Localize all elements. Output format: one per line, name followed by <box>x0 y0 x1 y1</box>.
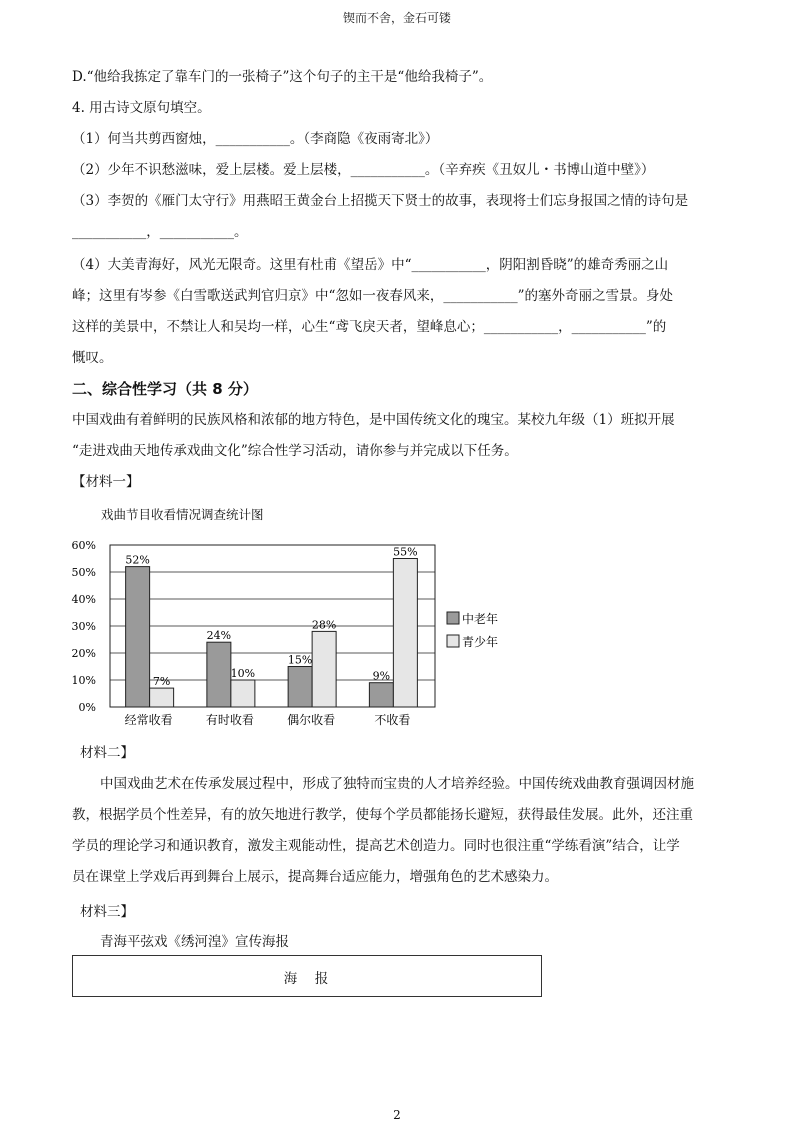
question-4-item-3: （3）李贺的《雁门太守行》用燕昭王黄金台上招揽天下贤士的故事，表现将士们忘身报国之情的诗句是 <box>72 193 689 209</box>
data-label: 55% <box>393 545 418 559</box>
legend-label: 青少年 <box>462 635 499 649</box>
question-4-title: 4. 用古诗文原句填空。 <box>72 100 211 116</box>
bar <box>393 559 417 708</box>
intro-line-2: “走进戏曲天地传承戏曲文化”综合性学习活动，请你参与并完成以下任务。 <box>72 443 518 459</box>
category-label: 有时收看 <box>205 713 254 727</box>
material-2-label: 材料二】 <box>80 745 134 761</box>
poster-label: 海 报 <box>283 971 331 987</box>
data-label: 52% <box>125 553 150 567</box>
category-label: 偶尔收看 <box>287 713 336 727</box>
legend-label: 中老年 <box>462 612 499 626</box>
category-label: 不收看 <box>374 713 411 727</box>
data-label: 9% <box>372 669 391 683</box>
y-tick-label: 20% <box>71 647 96 660</box>
question-4-item-4-line-3: 这样的美景中，不禁让人和吴均一样，心生“鸢飞戾天者，望峰息心；___________，___________”的 <box>72 319 667 335</box>
data-label: 10% <box>230 667 256 680</box>
section-title: 二、综合性学习（共 8 分） <box>72 380 258 398</box>
bar <box>207 642 231 707</box>
material-1-label: 【材料一】 <box>72 474 140 490</box>
material-3-label: 材料三】 <box>80 904 134 920</box>
material-2-line-2: 教，根据学员个性差异，有的放矢地进行教学，使每个学员都能扬长避短，获得最佳发展。此外，还注重 <box>72 807 693 823</box>
page-header: 锲而不舍，金石可镂 <box>342 11 451 25</box>
y-tick-label: 40% <box>71 593 96 606</box>
question-4-item-4-line-4: 慨叹。 <box>72 350 113 366</box>
y-tick-label: 0% <box>78 701 96 714</box>
legend-swatch <box>447 635 459 647</box>
material-2-line-4: 员在课堂上学戏后再到舞台上展示，提高舞台适应能力，增强角色的艺术感染力。 <box>72 869 558 885</box>
question-4-item-4-line-1: （4）大美青海好，风光无限奇。这里有杜甫《望岳》中“___________，阴阳割昏晓”的雄奇秀丽之山 <box>72 257 669 273</box>
y-tick-label: 10% <box>71 674 96 687</box>
question-4-item-2: （2）少年不识愁滋味，爱上层楼。爱上层楼，___________。（辛弃疾《丑奴儿・书博山道中壁》） <box>72 162 655 178</box>
y-tick-label: 60% <box>71 539 96 552</box>
bar <box>288 667 312 708</box>
bar <box>126 567 150 707</box>
material-2-line-3: 学员的理论学习和通识教育，激发主观能动性，提高艺术创造力。同时也很注重“学练看演”结合，让学 <box>72 838 680 854</box>
y-tick-label: 50% <box>71 566 96 579</box>
bar <box>369 683 393 707</box>
category-label: 经常收看 <box>124 713 173 727</box>
data-label: 7% <box>152 675 171 689</box>
data-label: 24% <box>206 629 232 643</box>
data-label: 15% <box>287 653 313 667</box>
question-4-item-4-line-2: 峰；这里有岑参《白雪歌送武判官归京》中“忽如一夜春风来，___________”的塞外奇丽之雪景。身处 <box>72 288 674 304</box>
y-tick-label: 30% <box>71 620 96 633</box>
option-d-line: D.“他给我拣定了靠车门的一张椅子”这个句子的主干是“他给我椅子”。 <box>72 69 493 85</box>
poster-box <box>72 955 542 997</box>
question-4-item-3-blanks: ___________，___________。 <box>72 224 248 240</box>
bar <box>150 688 174 707</box>
data-label: 28% <box>311 618 337 632</box>
bar <box>231 680 255 707</box>
question-4-item-1: （1）何当共剪西窗烛，___________。（李商隐《夜雨寄北》） <box>72 131 439 147</box>
bar <box>312 631 336 707</box>
material-2-line-1: 中国戏曲艺术在传承发展过程中，形成了独特而宝贵的人才培养经验。中国传统戏曲教育强调因材施 <box>100 776 694 792</box>
intro-line-1: 中国戏曲有着鲜明的民族风格和浓郁的地方特色，是中国传统文化的瑰宝。某校九年级（1）班拟开展 <box>72 412 675 428</box>
chart-title: 戏曲节目收看情况调查统计图 <box>101 507 264 522</box>
page-number: 2 <box>393 1108 401 1122</box>
poster-caption: 青海平弦戏《绣河湟》宣传海报 <box>100 934 289 950</box>
bar-chart <box>0 530 794 730</box>
legend-swatch <box>447 612 459 624</box>
